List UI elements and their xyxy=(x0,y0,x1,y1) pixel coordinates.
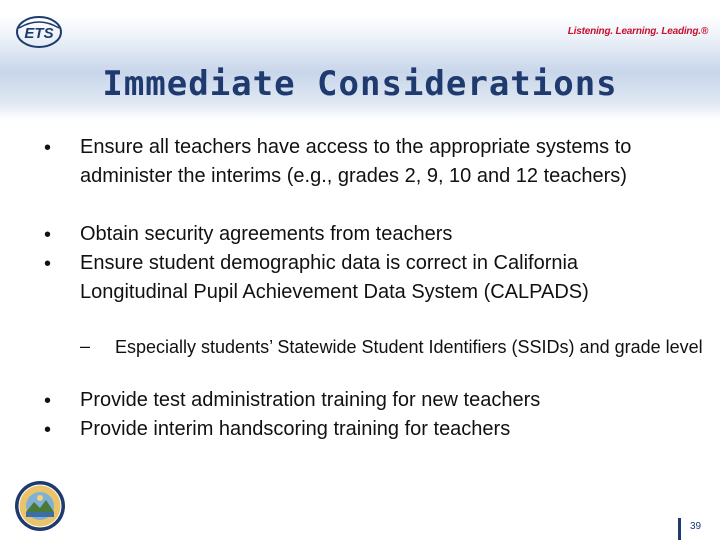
bullet-marker: • xyxy=(44,253,52,275)
bullet-item-demographic-data: Ensure student demographic data is correct in California Longitudinal Pupil Achievement Data System (CALPADS) xyxy=(80,252,589,303)
sub-bullet-item-ssids: Especially students’ Statewide Student Identifiers (SSIDs) and grade level xyxy=(115,337,703,357)
bullet-marker: • xyxy=(44,224,52,246)
bullet-marker: • xyxy=(44,137,52,159)
bullet-marker: • xyxy=(44,390,52,412)
bullet-item-teacher-access: Ensure all teachers have access to the appropriate systems to administer the interims (e.g., grades 2, 9, 10 and 12 teachers) xyxy=(80,136,632,187)
page-number: 39 xyxy=(690,521,702,532)
slide-title: Immediate Considerations xyxy=(102,64,618,104)
tagline: Listening. Learning. Leading.® xyxy=(567,26,708,37)
bullet-item-handscoring-training: Provide interim handscoring training for teachers xyxy=(80,418,511,440)
ets-logo-icon xyxy=(14,14,64,50)
bullet-item-test-admin-training: Provide test administration training for new teachers xyxy=(80,389,541,411)
footer-divider xyxy=(678,518,681,540)
sub-bullet-marker: – xyxy=(80,336,91,356)
bullet-marker: • xyxy=(44,419,52,441)
bullet-item-security-agreements: Obtain security agreements from teachers xyxy=(80,223,453,245)
ets-logo-text: ETS xyxy=(24,25,54,42)
state-seal-icon xyxy=(14,480,66,532)
